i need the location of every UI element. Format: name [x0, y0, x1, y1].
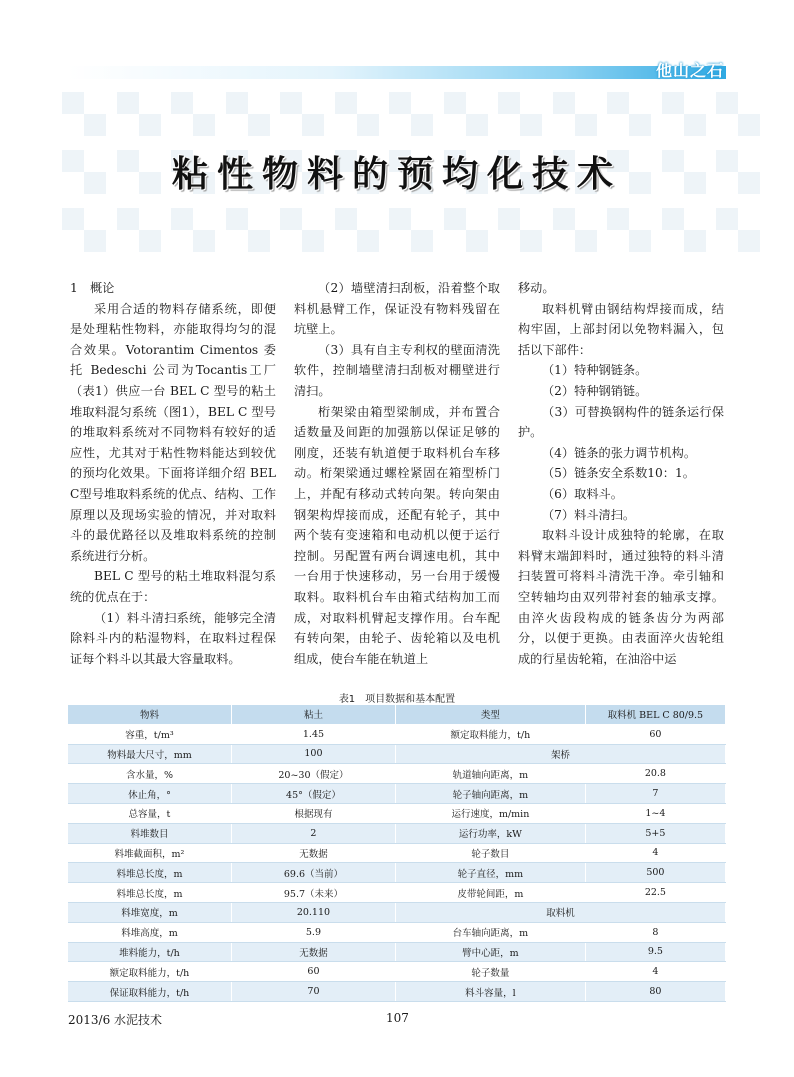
table-cell: 轮子数量 [395, 962, 585, 982]
watermark-logo-icon [553, 92, 597, 136]
table-cell: 运行速度，m/min [395, 803, 585, 823]
table-cell: 1~4 [585, 803, 725, 823]
table-cell: 69.6（当前） [231, 863, 395, 883]
paragraph: （5）链条安全系数10：1。 [542, 466, 695, 481]
table-cell: 运行功率，kW [395, 823, 585, 843]
table-caption: 表1 项目数据和基本配置 [338, 694, 456, 705]
table-row [68, 902, 726, 922]
table-cell: 5.9 [231, 922, 395, 942]
table-row [68, 883, 726, 903]
watermark-logo-icon [117, 208, 161, 252]
watermark-logo-icon [62, 92, 106, 136]
paragraph: （2）墙壁清扫刮板，沿着整个取料机悬臂工作，保证没有物料残留在坑壁上。 [294, 281, 500, 337]
watermark-logo-icon [226, 208, 270, 252]
watermark-logo-icon [389, 92, 433, 136]
table-row [68, 764, 726, 784]
table-cell: 容重，t/m³ [68, 724, 231, 744]
paragraph: 桁架梁由箱型梁制成，并布置合适数量及间距的加强筋以保证足够的刚度，还装有轨道便于取料机台车移动。桁架梁通过螺栓紧固在箱型桥门上，并配有移动式转向架。转向架由钢架构焊接而成，还配有轮子，其中两个装有变速箱和电动机以便于运行控制。另配置有两台调速电机，其中一台用于快速移动，另一台用于缓慢取料。取料机台车由箱式结构加工而成，对取料机臂起支撑作用。台车配有转向架，由轮子、齿轮箱以及电机组成，使台车能在轨道上 [294, 404, 500, 666]
watermark-logo-icon [553, 208, 597, 252]
table-cell: 取料机 [395, 902, 725, 922]
footer-journal: 2013/6 水泥技术 [68, 1013, 163, 1027]
table-row [68, 922, 726, 942]
table-cell: 料堆宽度，m [68, 902, 231, 922]
column-3 [518, 278, 724, 669]
table-cell: 500 [585, 863, 725, 883]
table-cell: 轮子轴向距离，m [395, 784, 585, 804]
table-cell: 60 [585, 724, 725, 744]
watermark-logo-icon [62, 208, 106, 252]
section-tag: 他山之石 [655, 61, 724, 80]
table-cell: 额定取料能力，t/h [68, 962, 231, 982]
table-cell: 45°（假定） [231, 784, 395, 804]
paragraph: （1）特种钢链条。 [542, 363, 648, 378]
table-cell: 100 [231, 744, 395, 764]
table-header-cell: 物料 [68, 705, 231, 724]
table-row [68, 843, 726, 863]
table-cell: 台车轴向距离，m [395, 922, 585, 942]
table-cell: 额定取料能力，t/h [395, 724, 585, 744]
watermark-logo-icon [389, 208, 433, 252]
watermark-logo-icon [444, 208, 488, 252]
table-cell: 4 [585, 843, 725, 863]
table-cell: 料堆截面积，m² [68, 843, 231, 863]
table-cell: 料堆数目 [68, 823, 231, 843]
table-cell: 臂中心距，m [395, 942, 585, 962]
spec-table [68, 705, 726, 1002]
watermark-logo-icon [607, 208, 651, 252]
watermark-logo-icon [117, 92, 161, 136]
table-header-cell: 取料机 BEL C 80/9.5 [585, 705, 725, 724]
table-row [68, 823, 726, 843]
article-body [70, 278, 726, 678]
header-gradient-bar [68, 66, 726, 79]
paragraph: （3）具有自主专利权的壁面清洗软件，控制墙壁清扫刮板对棚壁进行清扫。 [294, 342, 500, 398]
paragraph: 取料斗设计成独特的轮廓，在取料臂末端卸料时，通过独特的料斗清扫装置可将料斗清洗干净。牵引轴和空转轴均由双列带衬套的轴承支撑。由淬火齿段构成的链条齿分为两部分，以便于更换。由表面淬火齿轮组成的行星齿轮箱，在油浴中运 [518, 528, 724, 666]
watermark-logo-icon [280, 208, 324, 252]
watermark-logo-icon [226, 92, 270, 136]
table-cell: 料堆总长度，m [68, 883, 231, 903]
table-cell: 4 [585, 962, 725, 982]
watermark-logo-icon [171, 92, 215, 136]
watermark-logo-icon [716, 208, 760, 252]
watermark-logo-icon [607, 92, 651, 136]
table-row [68, 784, 726, 804]
paragraph: 移动。 [518, 281, 555, 295]
watermark-logo-icon [498, 208, 542, 252]
paragraph: （3）可替换钢构件的链条运行保护。 [518, 404, 724, 440]
table-row [68, 982, 726, 1002]
table-cell: 总容量，t [68, 803, 231, 823]
table-cell: 22.5 [585, 883, 725, 903]
paragraph: （1）料斗清扫系统，能够完全清除料斗内的粘湿物料，在取料过程保证每个料斗以其最大容量取料。 [70, 610, 276, 666]
table-header-cell: 粘土 [231, 705, 395, 724]
table-cell: 7 [585, 784, 725, 804]
footer-page-number: 107 [386, 1011, 409, 1025]
table-cell: 无数据 [231, 942, 395, 962]
table-cell: 20.8 [585, 764, 725, 784]
table-cell: 休止角，° [68, 784, 231, 804]
table-cell: 70 [231, 982, 395, 1002]
paragraph: BEL C 型号的粘土堆取料混匀系统的优点在于： [70, 569, 276, 604]
table-cell: 架桥 [395, 744, 725, 764]
table-cell: 9.5 [585, 942, 725, 962]
table-cell: 根据现有 [231, 803, 395, 823]
column-2 [294, 278, 500, 669]
table-row [68, 724, 726, 744]
table-cell: 皮带轮间距，m [395, 883, 585, 903]
table-cell: 80 [585, 982, 725, 1002]
watermark-logo-icon [444, 92, 488, 136]
table-cell: 60 [231, 962, 395, 982]
watermark-logo-icon [662, 208, 706, 252]
paragraph: （2）特种钢销链。 [542, 383, 648, 398]
paragraph: （7）料斗清扫。 [542, 507, 636, 522]
table-header-cell: 类型 [395, 705, 585, 724]
table-cell: 2 [231, 823, 395, 843]
table-cell: 20.110 [231, 902, 395, 922]
table-cell: 料斗容量，l [395, 982, 585, 1002]
paragraph: 1 概论 [70, 281, 115, 295]
watermark-logo-icon [662, 92, 706, 136]
paragraph: （4）链条的张力调节机构。 [542, 445, 697, 460]
table-cell: 5+5 [585, 823, 725, 843]
table-cell: 轨道轴向距离，m [395, 764, 585, 784]
paragraph: （6）取料斗。 [542, 486, 623, 501]
watermark-logo-icon [498, 92, 542, 136]
table-cell: 1.45 [231, 724, 395, 744]
watermark-logo-icon [171, 208, 215, 252]
watermark-logo-icon [716, 92, 760, 136]
column-1 [70, 278, 276, 669]
table-cell: 轮子数目 [395, 843, 585, 863]
table-row [68, 744, 726, 764]
paragraph: 采用合适的物料存储系统，即便是处理粘性物料，亦能取得均匀的混合效果。Votorantim Cimentos 委托 Bedeschi 公司为Tocantis工厂（表1）供应一台 BEL C 型号的粘土堆取料混匀系统（图1），BEL C 型号的堆取料系统对不同物料有较好的适应性，尤其对于粘性物料能达到较优的预均化效果。下面将详细介绍 BEL C型号堆取料系统的优点、结构、工作原理以及现场实验的情况，并对取料斗的最优路径以及堆取料系统的控制系统进行分析。 [70, 301, 276, 563]
table-cell: 物料最大尺寸，mm [68, 744, 231, 764]
table-cell: 轮子直径，mm [395, 863, 585, 883]
table-cell: 含水量，% [68, 764, 231, 784]
table-cell: 保证取料能力，t/h [68, 982, 231, 1002]
watermark-logo-icon [335, 208, 379, 252]
table-row [68, 803, 726, 823]
watermark-logo-icon [335, 92, 379, 136]
table-cell: 无数据 [231, 843, 395, 863]
table-cell: 8 [585, 922, 725, 942]
table-row [68, 863, 726, 883]
table-cell: 堆料能力，t/h [68, 942, 231, 962]
table-cell: 料堆总长度，m [68, 863, 231, 883]
table-cell: 料堆高度，m [68, 922, 231, 942]
table-row [68, 942, 726, 962]
paragraph: 取料机臂由钢结构焊接而成，结构牢固，上部封闭以免物料漏入，包括以下部件： [518, 301, 724, 357]
table-cell: 20~30（假定） [231, 764, 395, 784]
table-header-row [68, 705, 726, 724]
table-cell: 95.7（未来） [231, 883, 395, 903]
article-title: 粘性物料的预均化技术 [171, 154, 622, 195]
watermark-logo-icon [280, 92, 324, 136]
table-row [68, 962, 726, 982]
